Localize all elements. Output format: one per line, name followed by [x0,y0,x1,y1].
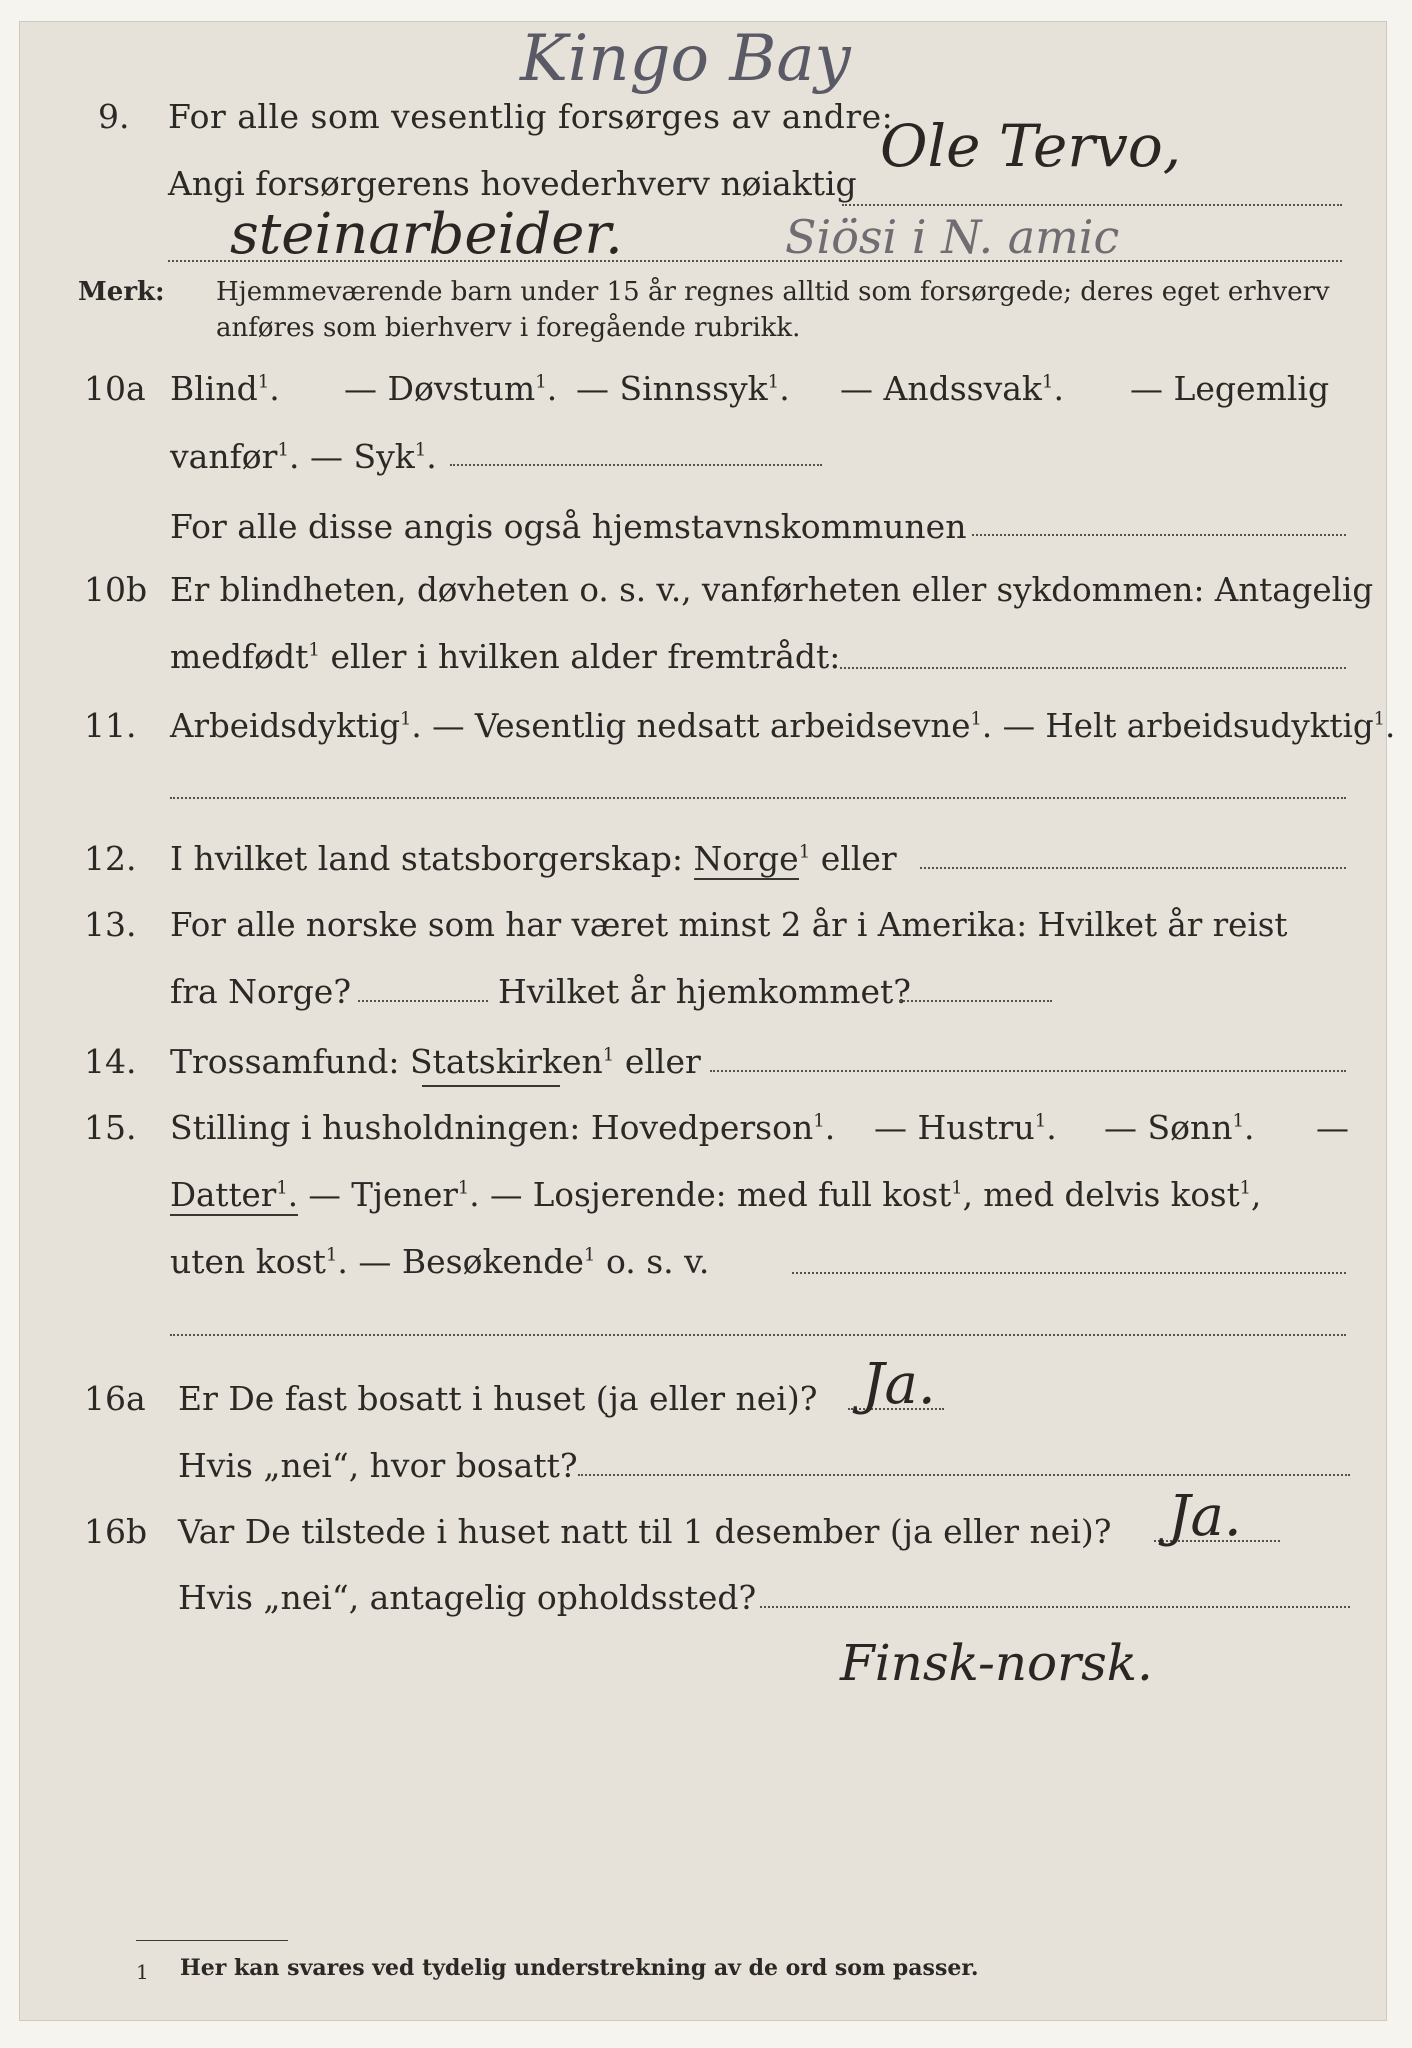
footnote-text: Her kan svares ved tydelig understrekning av de ord som passer. [180,1955,979,1981]
q16b-line1: Var De tilstede i huset natt til 1 desember (ja eller nei)? [178,1512,1112,1551]
note-line1: Hjemmeværende barn under 15 år regnes alltid som forsørgede; deres eget erhverv [216,277,1330,307]
q9-line1: For alle som vesentlig forsørges av andre: [168,97,894,136]
q13-line1: For alle norske som har været minst 2 år i Amerika: Hvilket år reist [170,906,1288,944]
q13-line2-a: fra Norge? [170,972,352,1011]
q10a-blind: Blind [170,369,258,408]
q10b-line1: Er blindheten, døvheten o. s. v., vanførheten eller sykdommen: Antagelig [170,571,1374,609]
q13-number: 13. [84,905,137,944]
q12-norge-underlined: Norge [693,839,799,878]
q9-number: 9. [98,97,130,136]
q12-number: 12. [84,839,137,878]
q15-dash: — [1316,1108,1349,1147]
q9-line3-answer: steinarbeider. [230,202,623,267]
q15-number: 15. [84,1108,137,1147]
q15-datter-underlined: Datter$^1$. [170,1176,299,1214]
q9-pencil-note: Siösi i N. amic [785,210,1120,264]
q10a-andssvak: — Andssvak$^1$. [840,369,1064,408]
q16a-line2: Hvis „nei“, hvor bosatt? [178,1446,578,1485]
q15-line4-fill [170,1334,1346,1336]
q10a-line2: vanfør$^1$. — Syk$^1$. [170,437,437,476]
q11-fill [170,797,1346,799]
q10a-syk-fill [450,464,822,466]
q15-line2: Datter$^1$. — Tjener$^1$. — Losjerende: med full kost$^1$, med delvis kost$^1$, [170,1176,1262,1214]
q13-line2-b: Hvilket år hjemkommet? [498,972,911,1011]
q10a-number: 10a [84,369,146,408]
q10b-number: 10b [84,570,148,609]
q10b-line2: medfødt$^1$ eller i hvilken alder fremtrådt: [170,637,841,676]
handwritten-header: Kingo Bay [520,22,851,96]
q15-hustru: — Hustru$^1$. [874,1108,1057,1147]
footnote-mark: 1 [136,1960,149,1984]
q10a-line3-fill [972,534,1346,536]
q10a-legemlig: — Legemlig [1130,369,1330,408]
q13-reist-fill [358,1000,488,1002]
q15-line1: Stilling i husholdningen: Hovedperson$^1$. [170,1108,836,1147]
footnote-rule [136,1940,288,1941]
q16b-number: 16b [84,1512,148,1551]
q16a-answer: Ja. [862,1352,936,1417]
q11-line1: Arbeidsdyktig$^1$. — Vesentlig nedsatt arbeidsevne$^1$. — Helt arbeidsudyktig$^1$. [170,707,1396,745]
census-form-page [20,22,1396,2020]
q15-line3-fill [792,1272,1346,1274]
q14-fill [710,1070,1346,1072]
q9-line2: Angi forsørgerens hovederhverv nøiaktig [168,164,857,203]
q10a-line3: For alle disse angis også hjemstavnskommunen [170,507,967,546]
q16a-number: 16a [84,1379,146,1418]
q16b-line2: Hvis „nei“, antagelig opholdssted? [178,1578,757,1617]
note-line2: anføres som bierhverv i foregående rubrikk. [216,313,801,343]
q10a-dovstum: — Døvstum$^1$. [344,369,558,408]
q14-line1: Trossamfund: Statskirken$^1$ eller [170,1042,701,1081]
q14-number: 14. [84,1042,137,1081]
q16b-line2-fill [760,1606,1350,1608]
q12-line1: I hvilket land statsborgerskap: Norge$^1$ eller [170,839,897,878]
q11-number: 11. [84,706,137,745]
nationality-note: Finsk-norsk. [840,1634,1153,1692]
q10a-sinnssyk: — Sinnssyk$^1$. [576,369,790,408]
q16b-answer: Ja. [1168,1484,1242,1549]
q16a-line2-fill [578,1474,1350,1476]
q13-hjemkommet-fill [900,1000,1052,1002]
q9-line2-fill [842,204,1342,206]
q15-line3: uten kost$^1$. — Besøkende$^1$ o. s. v. [170,1242,710,1281]
q10a-line1: Blind$^1$. [170,369,280,408]
q15-sonn: — Sønn$^1$. [1104,1108,1255,1147]
q14-statskirken: Statskirken [409,1042,603,1081]
q10b-line2-fill [840,667,1346,669]
note-label: Merk: [78,277,165,307]
q12-fill [920,867,1346,869]
q9-occupation-answer: Ole Tervo, [880,112,1182,180]
q16a-line1: Er De fast bosatt i huset (ja eller nei)? [178,1379,818,1418]
q14-statskirken-underline [422,1085,560,1087]
